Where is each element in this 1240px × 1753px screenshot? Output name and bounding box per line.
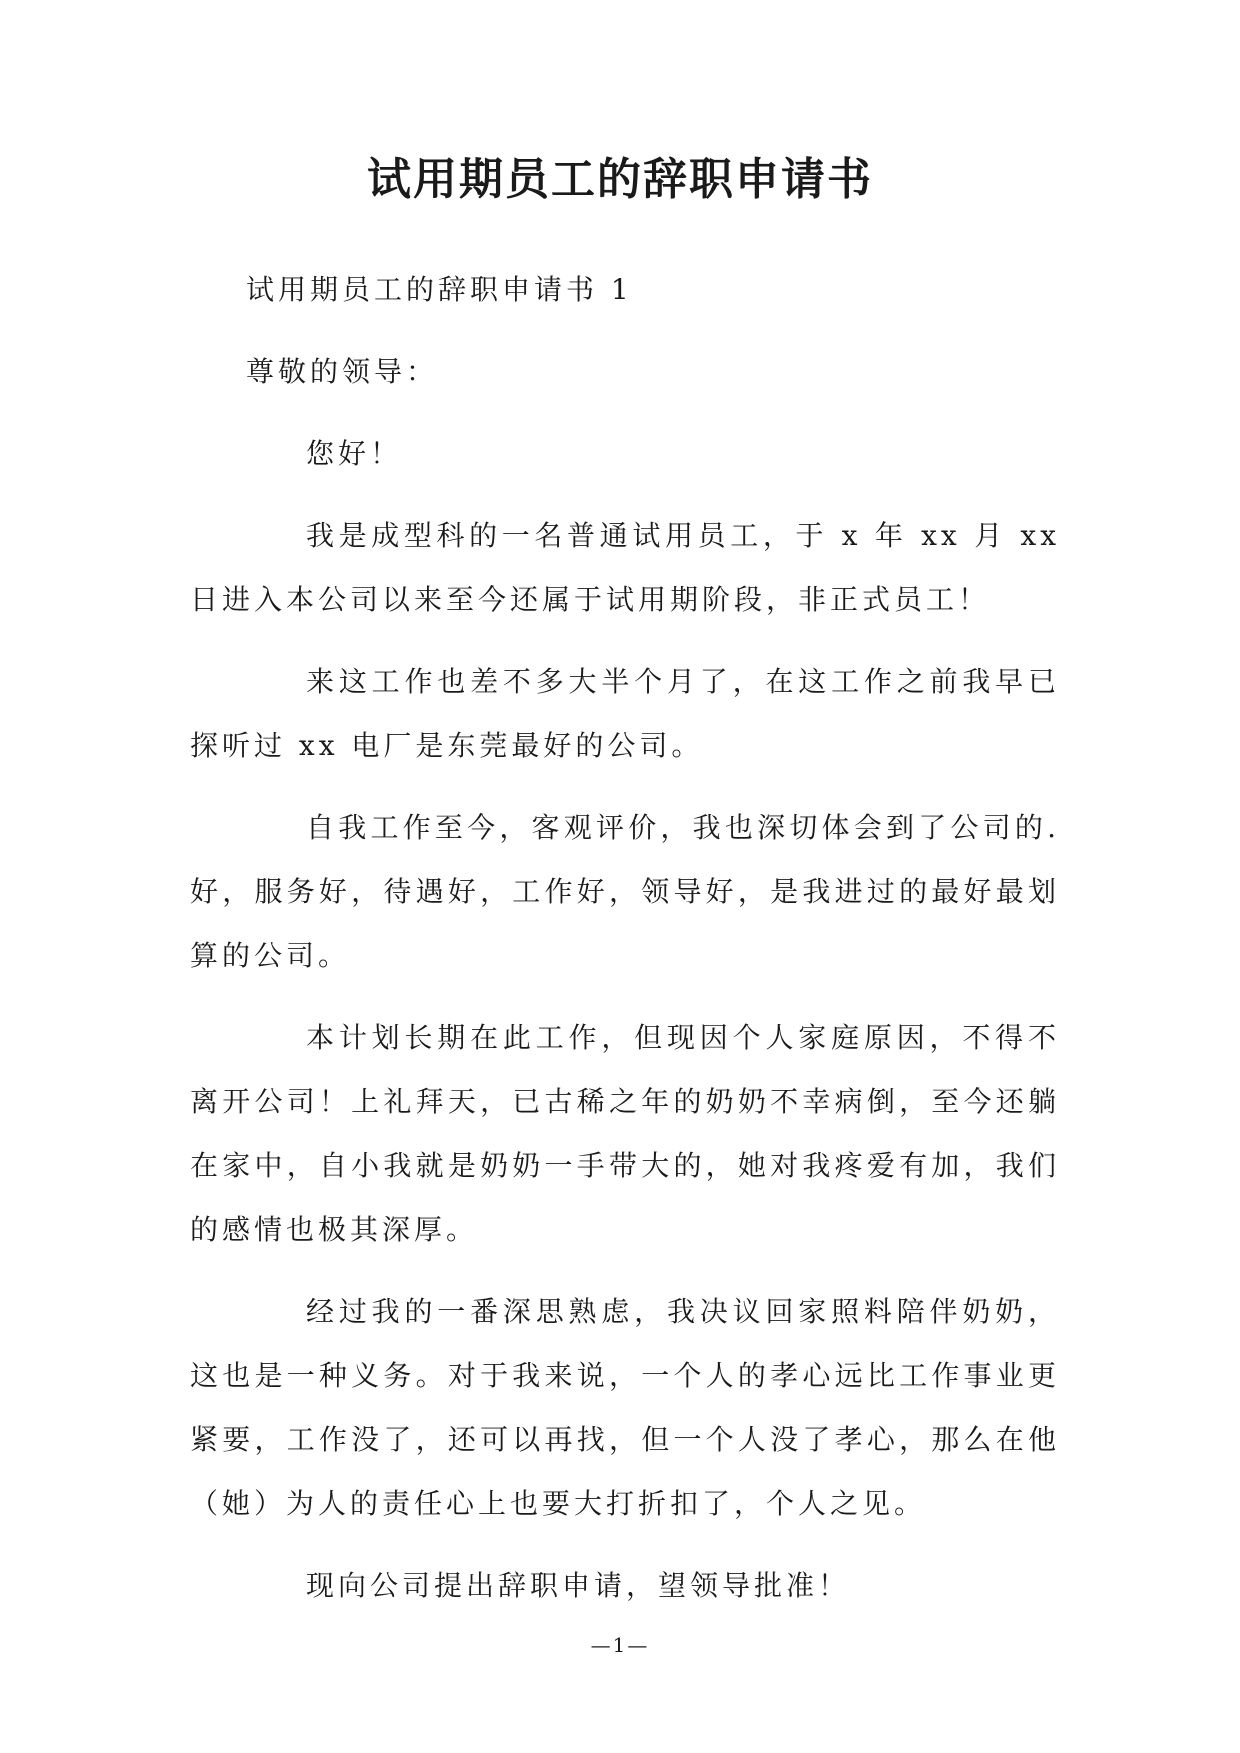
section-heading: 试用期员工的辞职申请书 1 bbox=[246, 273, 633, 306]
body-paragraph: 现向公司提出辞职申请，望领导批准！ bbox=[306, 1569, 851, 1602]
body-paragraph: 来这工作也差不多大半个月了，在这工作之前我早已探听过 xx 电厂是东莞最好的公司。 bbox=[190, 665, 1060, 762]
salutation: 尊敬的领导： bbox=[246, 355, 439, 388]
page-number: —1— bbox=[590, 1633, 650, 1657]
greeting: 您好！ bbox=[306, 437, 403, 470]
body-paragraph: 经过我的一番深思熟虑，我决议回家照料陪伴奶奶，这也是一种义务。对于我来说，一个人的孝心远比工作事业更紧要，工作没了，还可以再找，但一个人没了孝心，那么在他（她）为人的责任心上也要大打折扣了，个人之见。 bbox=[190, 1295, 1060, 1520]
body-paragraph: 我是成型科的一名普通试用员工，于 x 年 xx 月 xx 日进入本公司以来至今还属于试用期阶段，非正式员工！ bbox=[190, 519, 1060, 616]
document-body bbox=[190, 258, 1060, 1636]
document-title: 试用期员工的辞职申请书 bbox=[367, 154, 873, 205]
body-paragraph: 本计划长期在此工作，但现因个人家庭原因，不得不离开公司！上礼拜天，已古稀之年的奶奶不幸病倒，至今还躺在家中，自小我就是奶奶一手带大的，她对我疼爱有加，我们的感情也极其深厚。 bbox=[190, 1021, 1060, 1246]
body-paragraph: 自我工作至今，客观评价，我也深切体会到了公司的.好，服务好，待遇好，工作好，领导好，是我进过的最好最划算的公司。 bbox=[190, 811, 1060, 972]
